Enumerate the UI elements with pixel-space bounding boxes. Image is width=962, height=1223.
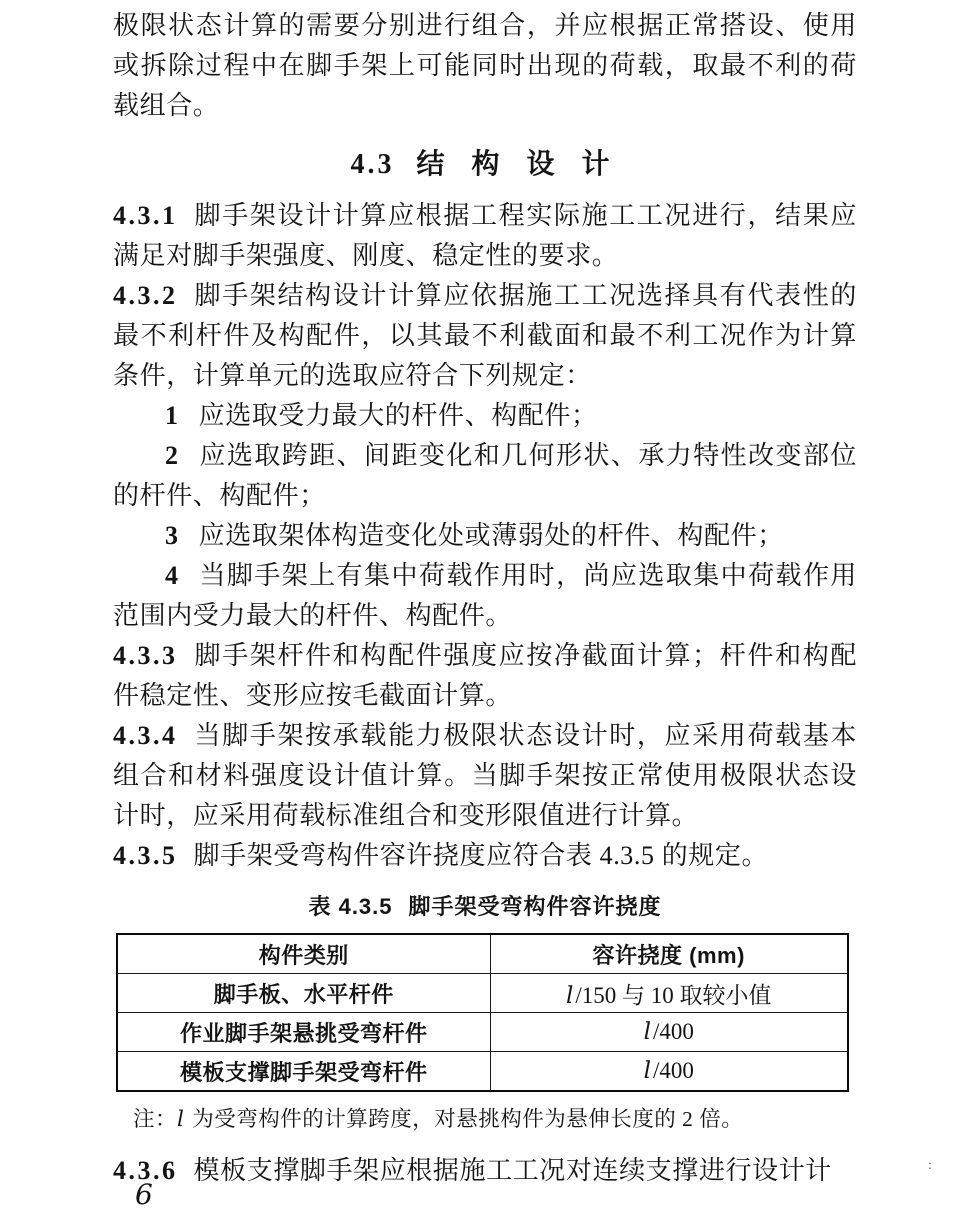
clause-number: 4.3.5	[113, 841, 178, 870]
table-caption: 脚手架受弯构件容许挠度	[408, 894, 662, 919]
deflection-limits-table	[116, 933, 849, 1092]
clause-text: 模板支撑脚手架应根据施工工况对连续支撑进行设计计	[193, 1156, 832, 1185]
table-header-row	[117, 934, 848, 974]
clause-number: 4.3.2	[113, 281, 178, 310]
list-item-3	[113, 516, 857, 556]
table-cell-value	[490, 1013, 848, 1052]
clause-4-3-4	[113, 716, 857, 836]
scan-artifact: :	[928, 1158, 932, 1173]
clause-4-3-6	[113, 1151, 857, 1191]
table-title	[113, 890, 857, 921]
list-item-text: 当脚手架上有集中荷载作用时，尚应选取集中荷载作用范围内受力最大的杆件、构配件。	[113, 561, 857, 630]
section-heading-title: 结 构 设 计	[416, 149, 620, 180]
variable-l: l	[643, 1019, 651, 1045]
list-item-1	[113, 396, 857, 436]
list-item-number: 4	[165, 561, 179, 590]
clause-number: 4.3.6	[113, 1156, 178, 1185]
table-cell-category: 作业脚手架悬挑受弯杆件	[117, 1013, 490, 1052]
clause-text: 脚手架结构设计计算应依据施工工况选择具有代表性的最不利杆件及构配件，以其最不利截面和最不利工况作为计算条件，计算单元的选取应符合下列规定：	[113, 281, 857, 390]
clause-text: 脚手架杆件和构配件强度应按净截面计算；杆件和构配件稳定性、变形应按毛截面计算。	[113, 641, 857, 710]
clause-4-3-5	[113, 836, 857, 876]
table-cell-category: 脚手板、水平杆件	[117, 974, 490, 1013]
clause-number: 4.3.1	[113, 201, 178, 230]
page-number: 6	[135, 1178, 153, 1211]
list-item-number: 1	[165, 401, 179, 430]
table-row	[117, 1013, 848, 1052]
table-cell-value	[490, 1052, 848, 1092]
clause-number: 4.3.4	[113, 721, 178, 750]
table-row	[117, 1052, 848, 1092]
clause-4-3-1	[113, 196, 857, 276]
list-item-2	[113, 436, 857, 516]
table-header-deflection: 容许挠度 (mm)	[490, 934, 848, 974]
clause-4-3-2	[113, 276, 857, 396]
clause-text: 脚手架设计计算应根据工程实际施工工况进行，结果应满足对脚手架强度、刚度、稳定性的要求。	[113, 201, 857, 270]
clause-text: 当脚手架按承载能力极限状态设计时，应采用荷载基本组合和材料强度设计值计算。当脚手架按正常使用极限状态设计时，应采用荷载标准组合和变形限值进行计算。	[113, 721, 857, 830]
table-note	[133, 1104, 857, 1135]
list-item-number: 3	[165, 521, 179, 550]
clause-4-3-3	[113, 636, 857, 716]
section-heading	[113, 142, 857, 182]
page-content	[113, 6, 857, 1191]
clause-text: 脚手架受弯构件容许挠度应符合表 4.3.5 的规定。	[193, 841, 769, 870]
clause-number: 4.3.3	[113, 641, 178, 670]
note-text: 为受弯构件的计算跨度，对悬挑构件为悬伸长度的 2 倍。	[186, 1107, 744, 1131]
value-rest: /150 与 10 取较小值	[575, 982, 772, 1008]
intro-paragraph	[113, 6, 857, 126]
note-prefix: 注：	[133, 1107, 178, 1131]
table-header-category: 构件类别	[117, 934, 490, 974]
section-heading-number: 4.3	[350, 149, 395, 180]
list-item-text: 应选取架体构造变化处或薄弱处的杆件、构配件；	[198, 521, 784, 550]
variable-l: l	[643, 1058, 651, 1084]
variable-l: l	[566, 982, 574, 1009]
value-rest: /400	[652, 1019, 694, 1044]
list-item-4	[113, 556, 857, 636]
table-cell-category: 模板支撑脚手架受弯杆件	[117, 1052, 490, 1092]
intro-text: 极限状态计算的需要分别进行组合，并应根据正常搭设、使用或拆除过程中在脚手架上可能同时出现的荷载，取最不利的荷载组合。	[113, 11, 857, 120]
table-cell-value	[490, 974, 848, 1013]
variable-l: l	[177, 1107, 185, 1132]
list-item-text: 应选取跨距、间距变化和几何形状、承力特性改变部位的杆件、构配件；	[113, 441, 857, 510]
table-label: 表 4.3.5	[308, 894, 393, 919]
list-item-text: 应选取受力最大的杆件、构配件；	[198, 401, 598, 430]
value-rest: /400	[652, 1058, 694, 1083]
table-row	[117, 974, 848, 1013]
list-item-number: 2	[165, 441, 179, 470]
